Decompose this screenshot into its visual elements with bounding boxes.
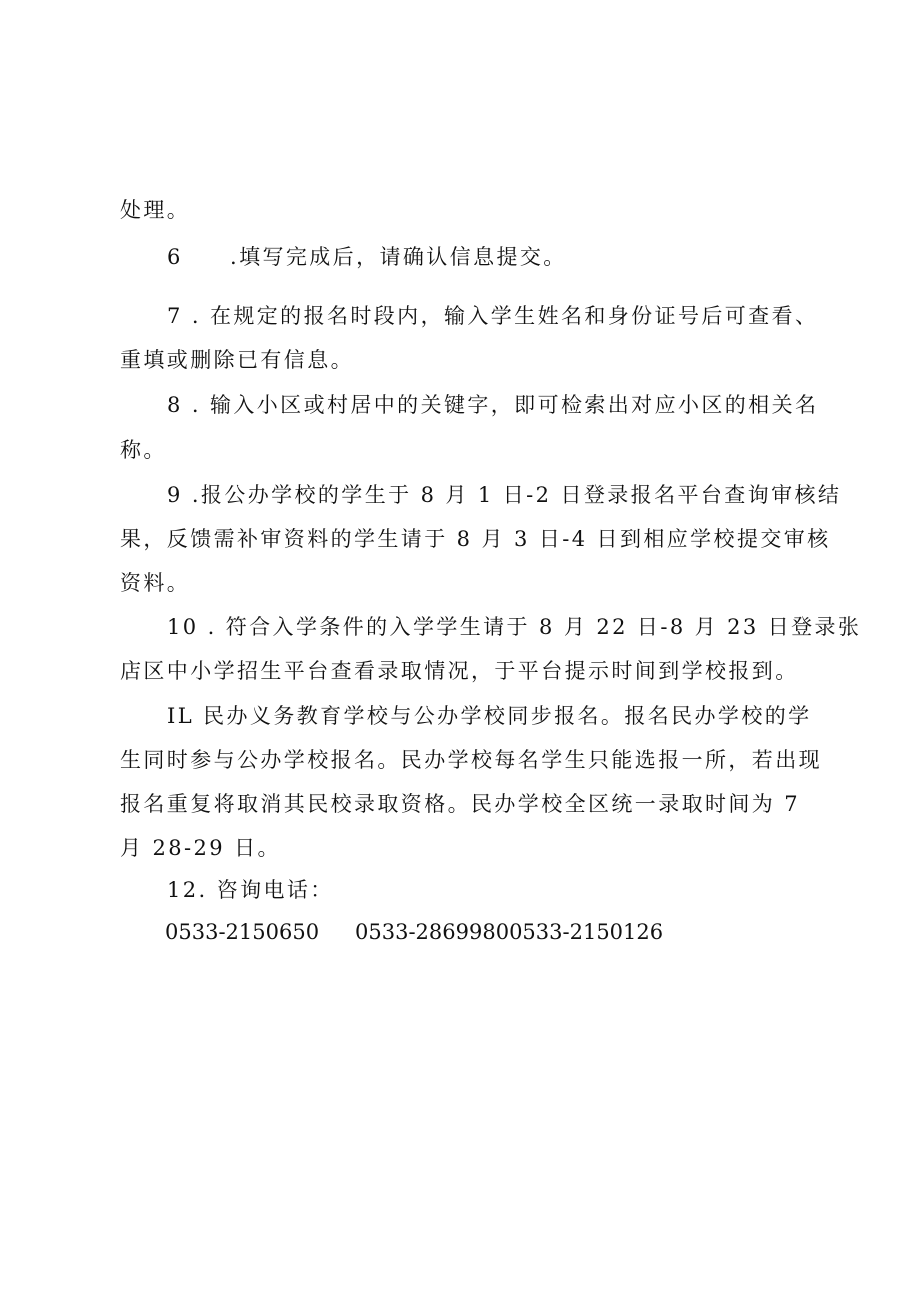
item-8-line-1: 8 . 输入小区或村居中的关键字，即可检索出对应小区的相关名 — [167, 393, 819, 417]
item-8-line-2: 称。 — [120, 438, 167, 462]
item-9-line-3: 资料。 — [120, 571, 191, 595]
item-9-line-1: 9 .报公办学校的学生于 8 月 1 日-2 日登录报名平台查询审核结 — [167, 483, 842, 507]
item-11-line-1: IL 民办义务教育学校与公办学校同步报名。报名民办学校的学 — [167, 704, 812, 728]
item-6-number: 6 — [167, 245, 183, 269]
text-line-1: 处理。 — [120, 198, 191, 222]
item-10-line-1: 10 . 符合入学条件的入学学生请于 8 月 22 日-8 月 23 日登录张 — [167, 615, 862, 639]
item-11-line-2: 生同时参与公办学校报名。民办学校每名学生只能选报一所，若出现 — [120, 748, 822, 772]
item-11-line-4: 月 28-29 日。 — [120, 836, 281, 860]
item-10-line-2: 店区中小学招生平台查看录取情况，于平台提示时间到学校报到。 — [120, 659, 799, 683]
item-9-line-2: 果，反馈需补审资料的学生请于 8 月 3 日-4 日到相应学校提交审核 — [120, 527, 831, 551]
item-7-line-1: 7 . 在规定的报名时段内，输入学生姓名和身份证号后可查看、 — [167, 304, 819, 328]
item-6-text: .填写完成后，请确认信息提交。 — [230, 245, 567, 269]
item-12-heading: 12. 咨询电话： — [167, 878, 334, 902]
item-7-line-2: 重填或删除已有信息。 — [120, 348, 354, 372]
item-11-line-3: 报名重复将取消其民校录取资格。民办学校全区统一录取时间为 7 — [120, 792, 801, 816]
phone-number-2: 0533-28699800533-2150126 — [355, 920, 664, 944]
phone-number-1: 0533-2150650 — [165, 920, 320, 944]
